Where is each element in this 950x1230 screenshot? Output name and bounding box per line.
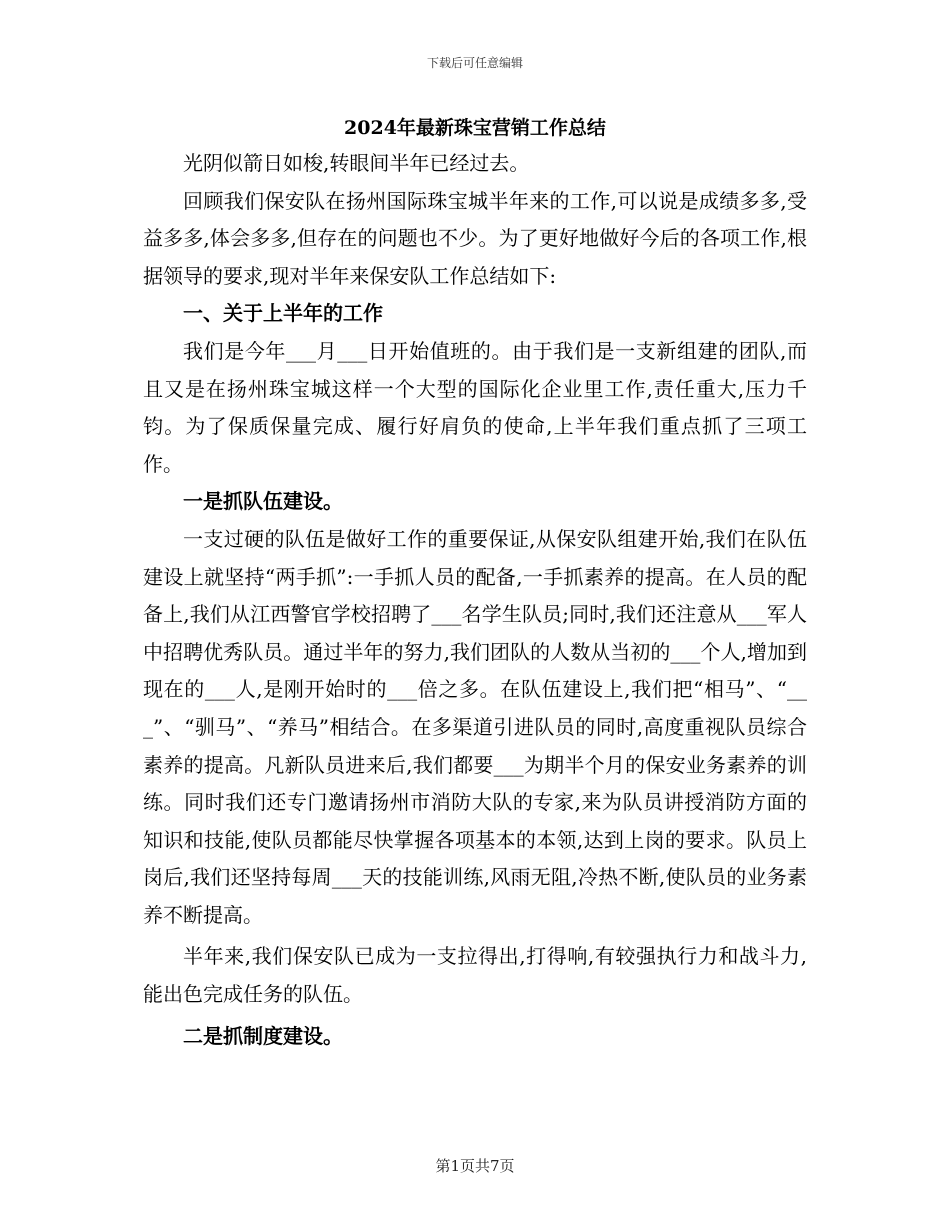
paragraph-intro: 光阴似箭日如梭,转眼间半年已经过去。 <box>183 151 530 175</box>
paragraph-start-duty: 我们是今年___月___日开始值班的。由于我们是一支新组建的团队,而且又是在扬州珠宝城这样一个大型的国际化企业里工作,责任重大,压力千钧。为了保质保量完成、履行好肩负的使命,上半年我们重点抓了三项工作。 <box>143 338 807 476</box>
header-note: 下载后可任意编辑 <box>426 56 523 70</box>
section-heading-first-half: 一、关于上半年的工作 <box>183 301 383 326</box>
page-indicator: 第1页共7页 <box>435 1157 515 1175</box>
paragraph-half-year-result: 半年来,我们保安队已成为一支拉得出,打得响,有较强执行力和战斗力,能出色完成任务的队伍。 <box>143 944 807 1007</box>
paragraph-team-building: 一支过硬的队伍是做好工作的重要保证,从保安队组建开始,我们在队伍建设上就坚持“两手抓”:一手抓人员的配备,一手抓素养的提高。在人员的配备上,我们从江西警官学校招聘了___名学生队员;同时,我们还注意从___军人中招聘优秀队员。通过半年的努力,我们团队的人数从当初的___个人,增加到现在的___人,是刚开始时的___倍之多。在队伍建设上,我们把“相马”、“___”、“驯马”、“养马”相结合。在多渠道引进队员的同时,高度重视队员综合素养的提高。凡新队员进来后,我们都要___为期半个月的保安业务素养的训练。同时我们还专门邀请扬州市消防大队的专家,来为队员讲授消防方面的知识和技能,使队员都能尽快掌握各项基本的本领,达到上岗的要求。队员上岗后,我们还坚持每周___天的技能训练,风雨无阻,冷热不断,使队员的业务素养不断提高。 <box>143 526 807 927</box>
subheading-system-building: 二是抓制度建设。 <box>183 1023 343 1048</box>
document-body <box>143 145 807 1055</box>
document-title: 2024年最新珠宝营销工作总结 <box>344 117 606 139</box>
paragraph-review: 回顾我们保安队在扬州国际珠宝城半年来的工作,可以说是成绩多多,受益多多,体会多多,但存在的问题也不少。为了更好地做好今后的各项工作,根据领导的要求,现对半年来保安队工作总结如下: <box>143 188 807 288</box>
subheading-team-building: 一是抓队伍建设。 <box>183 489 343 514</box>
